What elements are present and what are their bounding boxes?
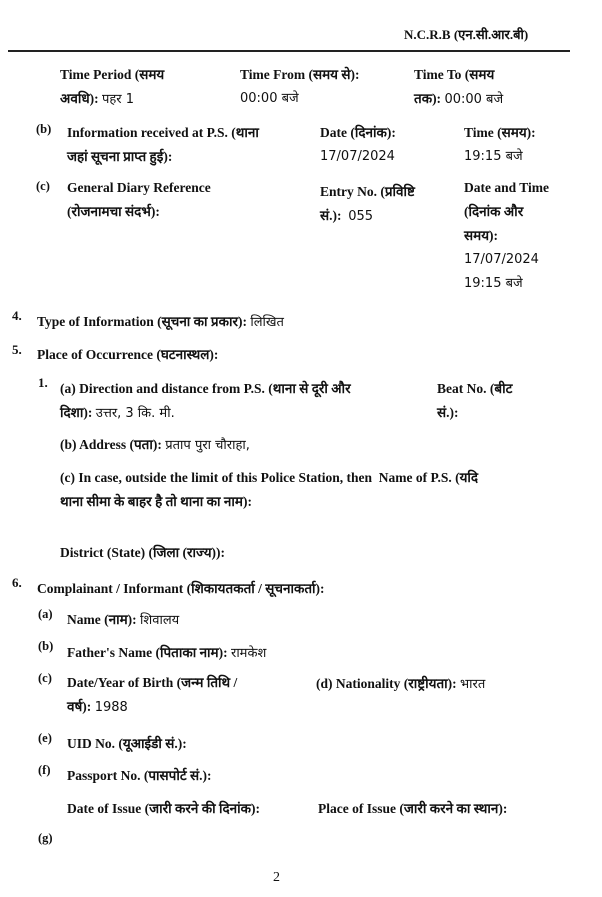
- gd-datetime-block: Date and Time (दिनांक और समय): 17/07/2024 19:15 बजे: [464, 176, 549, 296]
- time-period-label: Time Period (समय अवधि): पहर 1: [60, 67, 165, 107]
- time-from-block: Time From (समय से): 00:00 बजे: [240, 63, 360, 111]
- type-info-value: लिखित: [250, 315, 284, 330]
- header-divider: [8, 50, 570, 52]
- info-date-block: Date (दिनांक): 17/07/2024: [320, 121, 396, 169]
- gd-time-value: 19:15 बजे: [464, 276, 523, 291]
- info-time-value: 19:15 बजे: [464, 149, 523, 164]
- letter-b2: (b): [38, 639, 54, 653]
- type-info-label: Type of Information (सूचना का प्रकार): लिखित: [37, 314, 284, 330]
- father-name-label: Father's Name (पिताका नाम): रामकेश: [67, 645, 267, 661]
- issue-date-label: Date of Issue (जारी करने की दिनांक):: [67, 801, 261, 816]
- time-to-block: Time To (समय तक): 00:00 बजे: [414, 67, 504, 107]
- uid-label: UID No. (यूआईडी सं.):: [67, 736, 187, 751]
- name-value: शिवालय: [140, 613, 180, 628]
- address-value: प्रताप पुरा चौराहा,: [165, 438, 250, 453]
- ncrb-header: N.C.R.B (एन.सी.आर.बी): [404, 27, 529, 42]
- passport-label: Passport No. (पासपोर्ट सं.):: [67, 768, 212, 783]
- name-label: Name (नाम): शिवालय: [67, 612, 180, 628]
- info-date-value: 17/07/2024: [320, 149, 395, 164]
- info-time-block: Time (समय): 19:15 बजे: [464, 121, 536, 169]
- letter-c2: (c): [38, 671, 52, 685]
- info-received-label: Information received at P.S. (थाना जहां सूचना प्राप्त हुई):: [67, 125, 259, 164]
- father-name-value: रामकेश: [231, 646, 267, 661]
- district-label: District (State) (जिला (राज्य)):: [60, 545, 226, 560]
- dob-value: 1988: [94, 700, 128, 715]
- section-6-number: 6.: [12, 575, 22, 590]
- place-sub-number: 1.: [38, 375, 48, 390]
- time-period-value: पहर 1: [102, 92, 135, 107]
- outside-ps-label: (c) In case, outside the limit of this Police Station, then Name of P.S. (यदि थाना सीमा के बाहर है तो थाना का नाम):: [60, 470, 479, 509]
- letter-g: (g): [38, 831, 53, 845]
- direction-label: (a) Direction and distance from P.S. (थाना से दूरी और दिशा): उत्तर, 3 कि. मी.: [60, 381, 351, 421]
- section-5-number: 5.: [12, 342, 22, 357]
- time-to-value: 00:00 बजे: [444, 92, 504, 107]
- nationality-value: भारत: [460, 677, 486, 692]
- address-label: (b) Address (पता): प्रताप पुरा चौराहा,: [60, 437, 250, 453]
- letter-e: (e): [38, 731, 52, 745]
- gd-ref-label: General Diary Reference (रोजनामचा संदर्भ):: [67, 180, 211, 219]
- direction-value: उत्तर, 3 कि. मी.: [95, 406, 175, 421]
- entry-no-block: Entry No. (प्रविष्टि सं.): 055: [320, 184, 415, 224]
- place-label: Place of Occurrence (घटनास्थल):: [37, 347, 219, 362]
- letter-b: (b): [36, 122, 52, 136]
- beat-no-label: Beat No. (बीट सं.):: [437, 381, 513, 420]
- letter-f: (f): [38, 763, 51, 777]
- section-4-number: 4.: [12, 308, 22, 323]
- entry-no-value: 055: [348, 209, 374, 224]
- nationality-label: (d) Nationality (राष्ट्रीयता): भारत: [316, 676, 486, 692]
- letter-a: (a): [38, 607, 53, 621]
- letter-c: (c): [36, 179, 50, 193]
- issue-place-label: Place of Issue (जारी करने का स्थान):: [318, 801, 508, 816]
- complainant-label: Complainant / Informant (शिकायतकर्ता / सूचनाकर्ता):: [37, 581, 325, 596]
- time-from-value: 00:00 बजे: [240, 91, 299, 106]
- dob-label: Date/Year of Birth (जन्म तिथि / वर्ष): 1988: [67, 675, 238, 715]
- page-number: 2: [273, 870, 280, 885]
- gd-date-value: 17/07/2024: [464, 252, 539, 267]
